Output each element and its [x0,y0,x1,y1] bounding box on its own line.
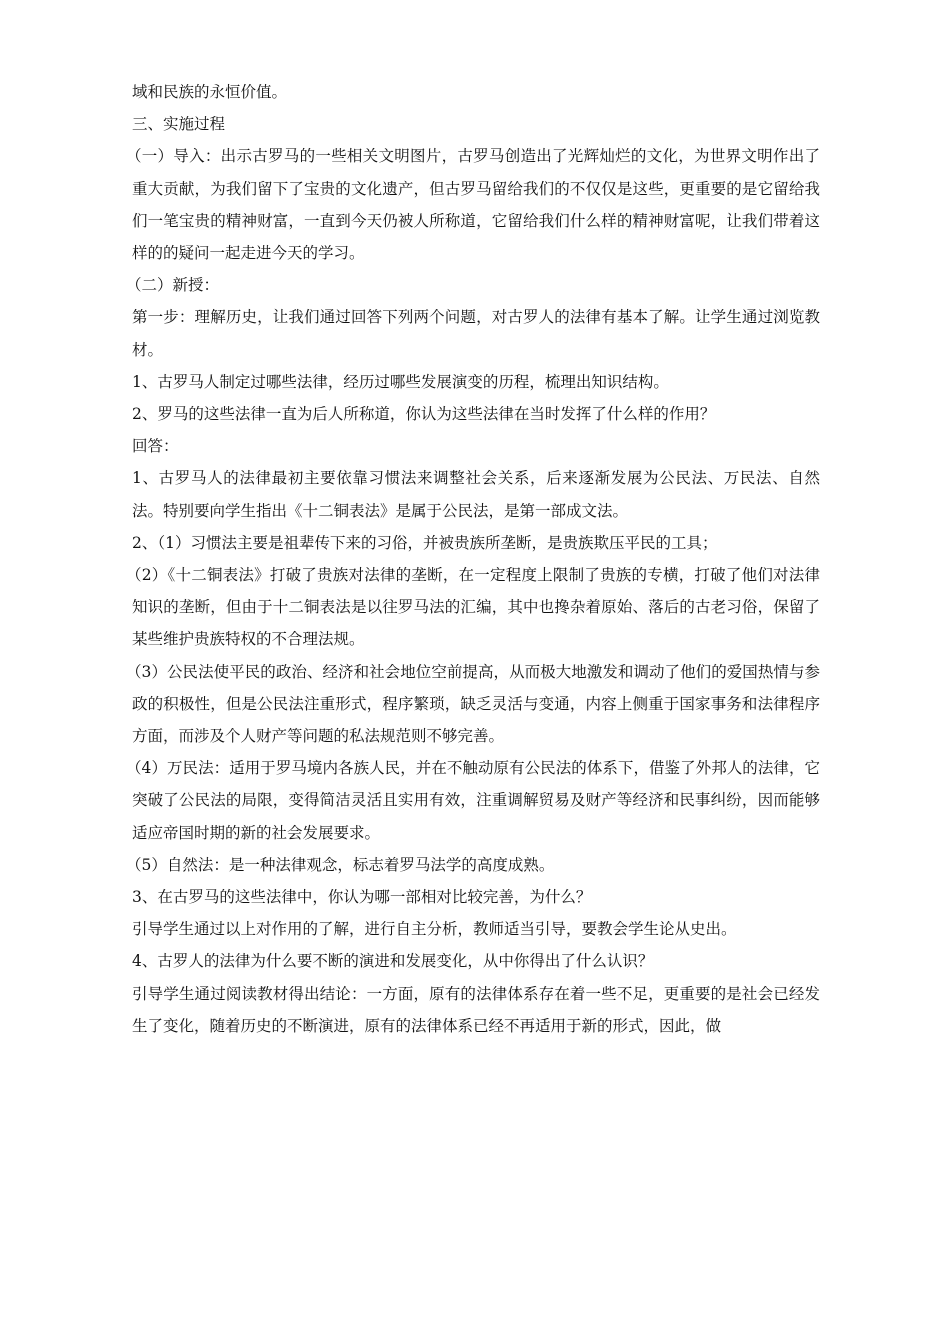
answer-2-item-2: （2）《十二铜表法》打破了贵族对法律的垄断，在一定程度上限制了贵族的专横，打破了他们对法律知识的垄断，但由于十二铜表法是以往罗马法的汇编，其中也搀杂着原始、落后的古老习俗，保留了某些维护贵族特权的不合理法规。 [126,566,820,649]
answer-2-item-4: （4）万民法：适用于罗马境内各族人民，并在不触动原有公民法的体系下，借鉴了外邦人的法律，它突破了公民法的局限，变得简洁灵活且实用有效，注重调解贸易及财产等经济和民事纠纷，因而能够适应帝国时期的新的社会发展要求。 [126,759,820,842]
paragraph-continuation: 域和民族的永恒价值。 [132,83,288,101]
document-page [126,76,820,1042]
guidance-3: 引导学生通过以上对作用的了解，进行自主分析，教师适当引导，要教会学生论从史出。 [132,920,737,939]
paragraph-introduction: （一）导入：出示古罗马的一些相关文明图片，古罗马创造出了光辉灿烂的文化，为世界文明作出了重大贡献，为我们留下了宝贵的文化遗产，但古罗马留给我们的不仅仅是这些，更重要的是它留给我们一笔宝贵的精神财富，一直到今天仍被人所称道，它留给我们什么样的精神财富呢，让我们带着这样的的疑问一起走进今天的学习。 [126,147,820,263]
question-1: 1、古罗马人制定过哪些法律，经历过哪些发展演变的历程，梳理出知识结构。 [132,372,669,391]
answer-2-item-5: （5）自然法：是一种法律观念，标志着罗马法学的高度成熟。 [126,855,555,874]
subheading-new-lesson: （二）新授： [126,276,220,295]
question-2: 2、罗马的这些法律一直为后人所称道，你认为这些法律在当时发挥了什么样的作用？ [132,405,716,424]
question-4: 4、古罗人的法律为什么要不断的演进和发展变化，从中你得出了什么认识？ [132,952,654,971]
answer-1: 1、古罗马人的法律最初主要依靠习惯法来调整社会关系，后来逐渐发展为公民法、万民法、自然法。特别要向学生指出《十二铜表法》是属于公民法，是第一部成文法。 [132,469,820,520]
paragraph-step-one: 第一步：理解历史，让我们通过回答下列两个问题，对古罗人的法律有基本了解。让学生通过浏览教材。 [132,308,820,359]
answer-2-item-3: （3）公民法使平民的政治、经济和社会地位空前提高，从而极大地激发和调动了他们的爱国热情与参政的积极性，但是公民法注重形式，程序繁琐，缺乏灵活与变通，内容上侧重于国家事务和法律程序方面，而涉及个人财产等问题的私法规范则不够完善。 [126,662,820,746]
section-heading-implementation: 三、实施过程 [132,115,226,134]
answer-2-item-1: 2、（1）习惯法主要是祖辈传下来的习俗，并被贵族所垄断，是贵族欺压平民的工具； [132,533,718,552]
answer-label: 回答： [132,437,179,456]
guidance-4: 引导学生通过阅读教材得出结论：一方面，原有的法律体系存在着一些不足，更重要的是社会已经发生了变化，随着历史的不断演进，原有的法律体系已经不再适用于新的形式，因此，做 [132,984,820,1035]
question-3: 3、在古罗马的这些法律中，你认为哪一部相对比较完善，为什么？ [132,888,592,907]
